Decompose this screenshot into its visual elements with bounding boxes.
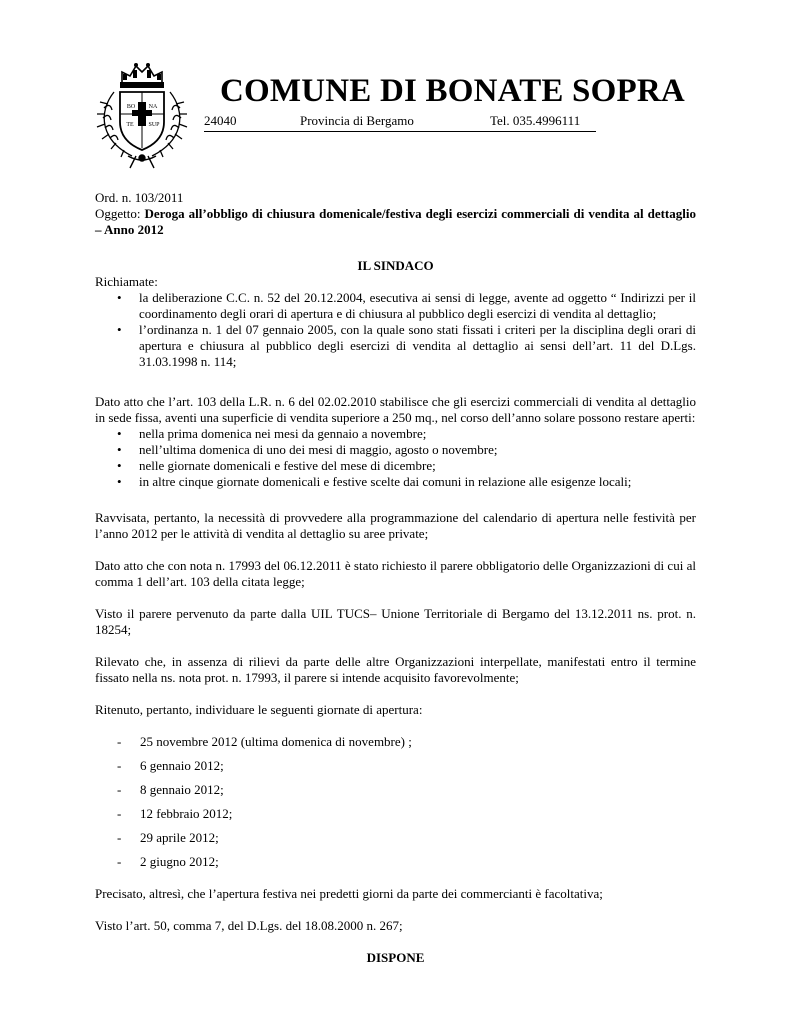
dash-icon: - [117,782,122,797]
municipality-title: COMUNE DI BONATE SOPRA [220,73,685,109]
list-item: - 29 aprile 2012; [117,830,219,845]
paragraph-ravvisata: Ravvisata, pertanto, la necessità di provvedere alla programmazione del calendario di apertura nelle festività per l’anno 2012 per le attività di vendita al dettaglio su aree private; [95,510,696,541]
bullet-icon: • [117,290,122,305]
province: Provincia di Bergamo [300,113,414,128]
dash-icon: - [117,734,122,749]
telephone: Tel. 035.4996111 [490,113,581,128]
svg-text:NA: NA [148,104,158,110]
bullet-icon: • [117,426,122,441]
ribbon-icon [128,155,156,168]
list-item: - 8 gennaio 2012; [117,782,224,797]
coat-of-arms-logo [92,56,192,172]
paragraph-dato-atto-2: Dato atto che con nota n. 17993 del 06.12.2011 è stato richiesto il parere obbligatorio delle Organizzazioni di cui al comma 1 dell’art. 103 della citata legge; [95,558,696,589]
dash-icon: - [117,854,122,869]
paragraph-precisato: Precisato, altresì, che l’apertura festiva nei predetti giorni da parte dei commercianti è facoltativa; [95,886,603,901]
subject-text: Deroga all’obbligo di chiusura domenicale/festiva degli esercizi commerciali di vendita al dettaglio – Anno 2012 [95,206,696,237]
paragraph-visto-parere: Visto il parere pervenuto da parte dalla UIL TUCS– Unione Territoriale di Bergamo del 13.12.2011 ns. prot. n. 18254; [95,606,696,637]
subject-line [95,206,696,238]
bullet-icon: • [117,322,122,337]
list-item: - 25 novembre 2012 (ultima domenica di novembre) ; [117,734,412,749]
svg-text:TE: TE [126,122,134,128]
svg-text:BO: BO [126,104,136,110]
section-heading-dispone: DISPONE [366,950,425,965]
document-body [95,190,696,966]
list-item: • nella prima domenica nei mesi da gennaio a novembre; [117,426,427,441]
bullet-icon: • [117,442,122,457]
dash-icon: - [117,806,122,821]
paragraph-ritenuto: Ritenuto, pertanto, individuare le seguenti giornate di apertura: [95,702,423,717]
list-item: • nell’ultima domenica di uno dei mesi di maggio, agosto o novembre; [117,442,498,457]
section-heading-sindaco: IL SINDACO [357,258,434,273]
shield-icon [120,92,164,150]
list-item: • in altre cinque giornate domenicali e festive scelte dai comuni in relazione alle esigenze locali; [117,474,632,489]
ordinance-number: Ord. n. 103/2011 [95,190,184,205]
paragraph-dato-atto-1: Dato atto che l’art. 103 della L.R. n. 6 del 02.02.2010 stabilisce che gli esercizi commerciali di vendita al dettaglio in sede fissa, aventi una superficie di vendita superiore a 250 mq., nel corso dell’anno solare possono restare aperti: [95,394,696,425]
list-item: • l’ordinanza n. 1 del 07 gennaio 2005, con la quale sono stati fissati i criteri per la disciplina degli orari di apertura e chiusura al pubblico degli esercizi di vendita al dettaglio ai sensi dell’art. 11 del D.Lgs. 31.03.1998 n. 114; [117,322,696,369]
list-item: - 6 gennaio 2012; [117,758,224,773]
svg-text:SUP: SUP [148,122,160,128]
bullet-icon: • [117,474,122,489]
paragraph-visto-art: Visto l’art. 50, comma 7, del D.Lgs. del 18.08.2000 n. 267; [95,918,403,933]
crown-icon [120,63,164,88]
opening-dates-list [95,734,696,870]
address-line [204,113,596,132]
dash-icon: - [117,830,122,845]
dash-icon: - [117,758,122,773]
richiamate-list [95,290,696,370]
bullet-icon: • [117,458,122,473]
paragraph-rilevato: Rilevato che, in assenza di rilievi da parte delle altre Organizzazioni interpellate, manifestati entro il termine fissato nella ns. nota prot. n. 17993, il parere si intende acquisito favorevolmente; [95,654,696,685]
richiamate-label: Richiamate: [95,274,158,289]
list-item: • nelle giornate domenicali e festive del mese di dicembre; [117,458,436,473]
aperti-list [95,426,696,490]
subject-label: Oggetto: [95,206,145,221]
list-item: • la deliberazione C.C. n. 52 del 20.12.2004, esecutiva ai sensi di legge, avente ad oggetto “ Indirizzi per il coordinamento degli orari di apertura e di chiusura al pubblico degli esercizi di vendita al dettaglio; [117,290,696,321]
list-item: - 12 febbraio 2012; [117,806,233,821]
list-item: - 2 giugno 2012; [117,854,219,869]
postal-code: 24040 [204,113,237,128]
